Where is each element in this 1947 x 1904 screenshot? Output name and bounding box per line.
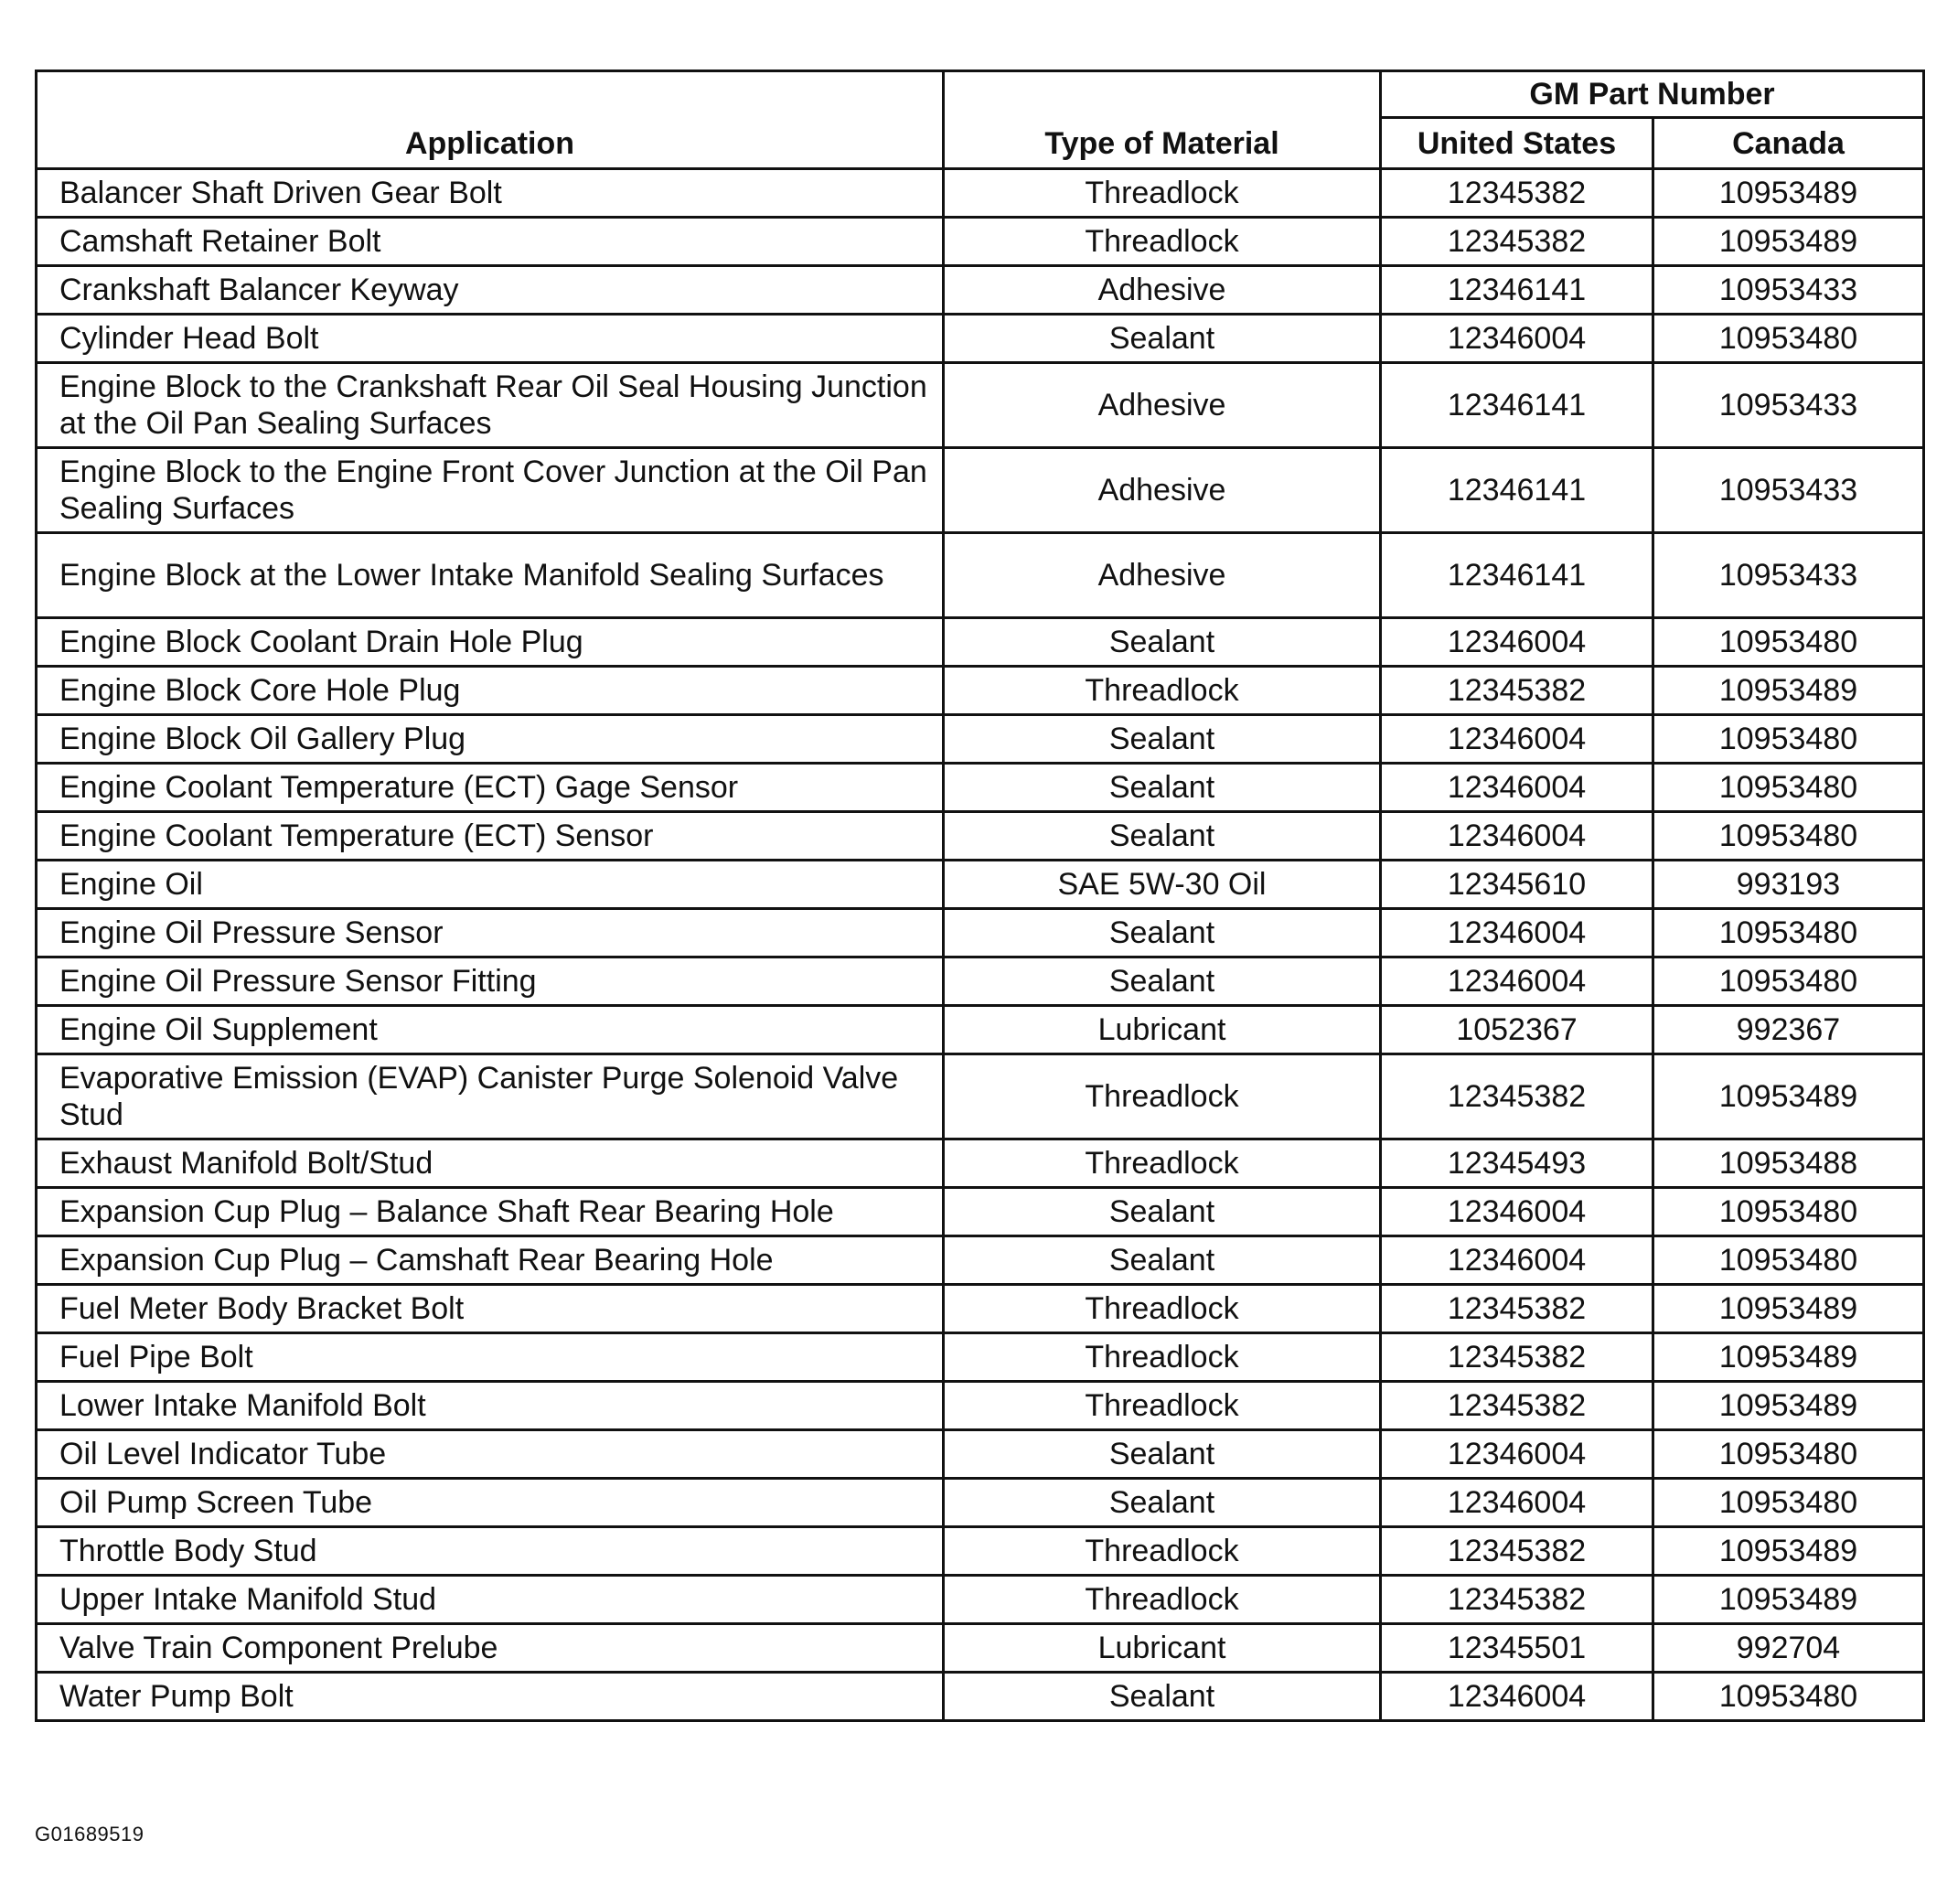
cell-us-part-number: 12346141 — [1381, 363, 1653, 448]
table-row — [37, 533, 1924, 618]
cell-application: Expansion Cup Plug – Balance Shaft Rear Bearing Hole — [37, 1188, 944, 1236]
cell-canada-part-number: 10953480 — [1653, 1236, 1924, 1285]
cell-material: Threadlock — [944, 1054, 1381, 1139]
cell-material: Threadlock — [944, 218, 1381, 266]
cell-material: Threadlock — [944, 1285, 1381, 1333]
cell-application: Valve Train Component Prelube — [37, 1624, 944, 1673]
cell-material: Lubricant — [944, 1624, 1381, 1673]
table-row — [37, 1576, 1924, 1624]
cell-material: Sealant — [944, 1430, 1381, 1479]
cell-us-part-number: 12345382 — [1381, 1576, 1653, 1624]
cell-canada-part-number: 992367 — [1653, 1006, 1924, 1054]
cell-application: Crankshaft Balancer Keyway — [37, 266, 944, 315]
table-row — [37, 315, 1924, 363]
cell-canada-part-number: 992704 — [1653, 1624, 1924, 1673]
cell-application: Oil Level Indicator Tube — [37, 1430, 944, 1479]
figure-id: G01689519 — [35, 1823, 144, 1845]
cell-canada-part-number: 10953489 — [1653, 1333, 1924, 1382]
cell-us-part-number: 12346004 — [1381, 618, 1653, 667]
cell-us-part-number: 12345382 — [1381, 1285, 1653, 1333]
cell-material: Threadlock — [944, 1576, 1381, 1624]
table-row — [37, 1430, 1924, 1479]
table-row — [37, 957, 1924, 1006]
cell-us-part-number: 12346004 — [1381, 1236, 1653, 1285]
cell-canada-part-number: 10953433 — [1653, 363, 1924, 448]
table-body — [37, 169, 1924, 1721]
cell-us-part-number: 12345382 — [1381, 169, 1653, 218]
cell-material: Sealant — [944, 315, 1381, 363]
table-row — [37, 1285, 1924, 1333]
cell-application: Engine Block to the Crankshaft Rear Oil Seal Housing Junction at the Oil Pan Sealing Surfaces — [37, 363, 944, 448]
cell-application: Engine Block Oil Gallery Plug — [37, 715, 944, 764]
cell-canada-part-number: 10953433 — [1653, 266, 1924, 315]
parts-table-container — [35, 70, 1922, 1722]
table-row — [37, 1382, 1924, 1430]
cell-us-part-number: 12345382 — [1381, 1527, 1653, 1576]
cell-application: Engine Block to the Engine Front Cover Junction at the Oil Pan Sealing Surfaces — [37, 448, 944, 533]
cell-application: Oil Pump Screen Tube — [37, 1479, 944, 1527]
table-row — [37, 667, 1924, 715]
cell-canada-part-number: 10953489 — [1653, 1576, 1924, 1624]
cell-canada-part-number: 10953489 — [1653, 1382, 1924, 1430]
cell-material: Adhesive — [944, 533, 1381, 618]
cell-application: Expansion Cup Plug – Camshaft Rear Bearing Hole — [37, 1236, 944, 1285]
cell-material: Threadlock — [944, 1382, 1381, 1430]
cell-canada-part-number: 10953433 — [1653, 448, 1924, 533]
table-row — [37, 1236, 1924, 1285]
cell-application: Engine Coolant Temperature (ECT) Gage Sensor — [37, 764, 944, 812]
cell-material: Sealant — [944, 1188, 1381, 1236]
table-row — [37, 169, 1924, 218]
header-row-top — [37, 71, 1924, 118]
cell-canada-part-number: 10953480 — [1653, 1673, 1924, 1721]
table-row — [37, 266, 1924, 315]
cell-application: Engine Block Coolant Drain Hole Plug — [37, 618, 944, 667]
cell-canada-part-number: 10953433 — [1653, 533, 1924, 618]
cell-material: Threadlock — [944, 1139, 1381, 1188]
cell-us-part-number: 12345493 — [1381, 1139, 1653, 1188]
cell-application: Engine Block Core Hole Plug — [37, 667, 944, 715]
cell-canada-part-number: 993193 — [1653, 861, 1924, 909]
cell-canada-part-number: 10953489 — [1653, 667, 1924, 715]
cell-material: SAE 5W-30 Oil — [944, 861, 1381, 909]
sealers-adhesives-lubricants-table — [35, 70, 1925, 1722]
cell-canada-part-number: 10953480 — [1653, 315, 1924, 363]
cell-material: Threadlock — [944, 169, 1381, 218]
cell-us-part-number: 12345501 — [1381, 1624, 1653, 1673]
cell-us-part-number: 12345610 — [1381, 861, 1653, 909]
cell-material: Threadlock — [944, 667, 1381, 715]
cell-us-part-number: 12345382 — [1381, 1333, 1653, 1382]
cell-material: Sealant — [944, 764, 1381, 812]
cell-application: Water Pump Bolt — [37, 1673, 944, 1721]
table-row — [37, 1624, 1924, 1673]
cell-application: Engine Block at the Lower Intake Manifold Sealing Surfaces — [37, 533, 944, 618]
cell-us-part-number: 12345382 — [1381, 667, 1653, 715]
cell-canada-part-number: 10953480 — [1653, 812, 1924, 861]
table-row — [37, 1673, 1924, 1721]
cell-canada-part-number: 10953480 — [1653, 764, 1924, 812]
cell-us-part-number: 12345382 — [1381, 1054, 1653, 1139]
cell-us-part-number: 12346004 — [1381, 1673, 1653, 1721]
cell-application: Exhaust Manifold Bolt/Stud — [37, 1139, 944, 1188]
cell-application: Engine Oil Pressure Sensor Fitting — [37, 957, 944, 1006]
cell-application: Engine Oil Pressure Sensor — [37, 909, 944, 957]
table-row — [37, 448, 1924, 533]
header-canada: Canada — [1653, 118, 1924, 169]
cell-application: Camshaft Retainer Bolt — [37, 218, 944, 266]
header-application: Application — [37, 71, 944, 169]
cell-application: Engine Coolant Temperature (ECT) Sensor — [37, 812, 944, 861]
cell-material: Lubricant — [944, 1006, 1381, 1054]
table-row — [37, 218, 1924, 266]
table-row — [37, 1333, 1924, 1382]
cell-canada-part-number: 10953480 — [1653, 1430, 1924, 1479]
cell-us-part-number: 12346004 — [1381, 909, 1653, 957]
cell-us-part-number: 12346141 — [1381, 266, 1653, 315]
cell-canada-part-number: 10953489 — [1653, 1054, 1924, 1139]
cell-material: Threadlock — [944, 1333, 1381, 1382]
cell-us-part-number: 12346004 — [1381, 1188, 1653, 1236]
cell-us-part-number: 12345382 — [1381, 218, 1653, 266]
cell-material: Adhesive — [944, 266, 1381, 315]
cell-application: Upper Intake Manifold Stud — [37, 1576, 944, 1624]
cell-material: Adhesive — [944, 363, 1381, 448]
cell-us-part-number: 12346004 — [1381, 1430, 1653, 1479]
cell-material: Sealant — [944, 909, 1381, 957]
cell-canada-part-number: 10953489 — [1653, 169, 1924, 218]
cell-canada-part-number: 10953480 — [1653, 1479, 1924, 1527]
cell-us-part-number: 12346004 — [1381, 315, 1653, 363]
header-type-of-material: Type of Material — [944, 71, 1381, 169]
cell-us-part-number: 12346004 — [1381, 957, 1653, 1006]
cell-application: Balancer Shaft Driven Gear Bolt — [37, 169, 944, 218]
cell-material: Sealant — [944, 1236, 1381, 1285]
table-row — [37, 764, 1924, 812]
table-row — [37, 861, 1924, 909]
cell-material: Sealant — [944, 715, 1381, 764]
header-gm-part-number: GM Part Number — [1381, 71, 1924, 118]
cell-application: Evaporative Emission (EVAP) Canister Purge Solenoid Valve Stud — [37, 1054, 944, 1139]
table-row — [37, 363, 1924, 448]
cell-canada-part-number: 10953488 — [1653, 1139, 1924, 1188]
table-row — [37, 618, 1924, 667]
cell-application: Engine Oil — [37, 861, 944, 909]
cell-us-part-number: 1052367 — [1381, 1006, 1653, 1054]
cell-us-part-number: 12346004 — [1381, 715, 1653, 764]
table-row — [37, 1479, 1924, 1527]
table-row — [37, 1527, 1924, 1576]
table-row — [37, 1006, 1924, 1054]
cell-application: Fuel Meter Body Bracket Bolt — [37, 1285, 944, 1333]
cell-canada-part-number: 10953489 — [1653, 1285, 1924, 1333]
cell-us-part-number: 12346004 — [1381, 1479, 1653, 1527]
cell-canada-part-number: 10953489 — [1653, 1527, 1924, 1576]
cell-us-part-number: 12346004 — [1381, 764, 1653, 812]
cell-us-part-number: 12346141 — [1381, 533, 1653, 618]
cell-material: Adhesive — [944, 448, 1381, 533]
cell-canada-part-number: 10953480 — [1653, 909, 1924, 957]
cell-application: Fuel Pipe Bolt — [37, 1333, 944, 1382]
header-united-states: United States — [1381, 118, 1653, 169]
cell-application: Engine Oil Supplement — [37, 1006, 944, 1054]
table-row — [37, 715, 1924, 764]
cell-application: Cylinder Head Bolt — [37, 315, 944, 363]
cell-material: Sealant — [944, 957, 1381, 1006]
cell-material: Threadlock — [944, 1527, 1381, 1576]
cell-application: Throttle Body Stud — [37, 1527, 944, 1576]
table-row — [37, 909, 1924, 957]
cell-material: Sealant — [944, 812, 1381, 861]
table-row — [37, 1188, 1924, 1236]
cell-us-part-number: 12346004 — [1381, 812, 1653, 861]
table-row — [37, 1139, 1924, 1188]
cell-us-part-number: 12346141 — [1381, 448, 1653, 533]
cell-canada-part-number: 10953489 — [1653, 218, 1924, 266]
cell-us-part-number: 12345382 — [1381, 1382, 1653, 1430]
cell-material: Sealant — [944, 1479, 1381, 1527]
cell-material: Sealant — [944, 1673, 1381, 1721]
cell-canada-part-number: 10953480 — [1653, 715, 1924, 764]
cell-application: Lower Intake Manifold Bolt — [37, 1382, 944, 1430]
cell-canada-part-number: 10953480 — [1653, 957, 1924, 1006]
cell-canada-part-number: 10953480 — [1653, 618, 1924, 667]
table-row — [37, 812, 1924, 861]
table-header — [37, 71, 1924, 169]
cell-material: Sealant — [944, 618, 1381, 667]
table-row — [37, 1054, 1924, 1139]
cell-canada-part-number: 10953480 — [1653, 1188, 1924, 1236]
